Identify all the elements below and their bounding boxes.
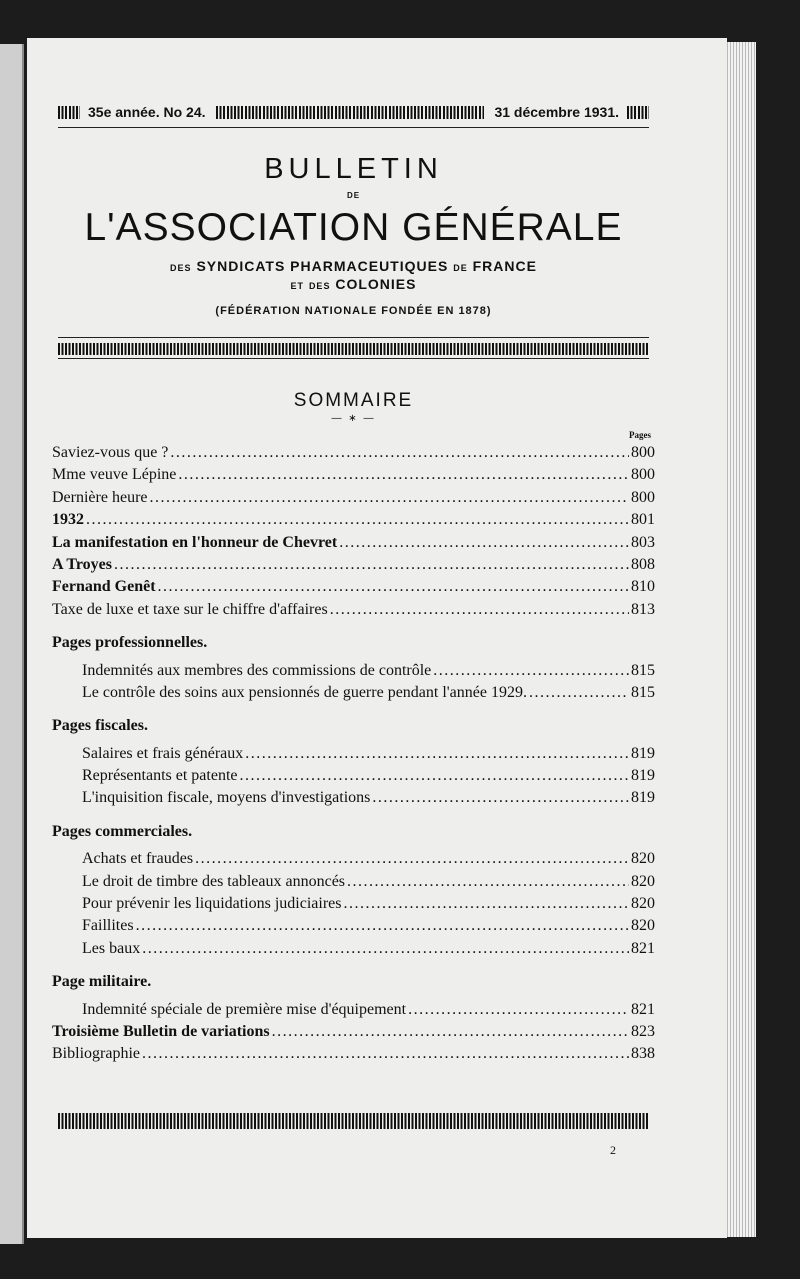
section-heading: Pages professionnelles. [52,634,208,652]
section-heading: Page militaire. [52,973,152,991]
toc-entry: La manifestation en l'honneur de Chevret ..... 803 [52,532,655,554]
toc-entry: L'inquisition fiscale, moyens d'investigations ..... 819 [52,787,655,809]
document-page [27,38,727,1238]
pages-label: Pages [629,430,651,440]
toc-entry: Représentants et patente ..... 819 [52,765,655,787]
toc-entry: Dernière heure ..... 800 [52,487,655,509]
toc-entry: Le contrôle des soins aux pensionnés de guerre pendant l'année 1929. ..... 815 [52,682,655,704]
toc-entry: Saviez-vous que ? ..... 800 [52,442,655,464]
toc-entry: Faillites ..... 820 [52,915,655,937]
masthead-de: DE [346,191,361,200]
masthead-syndicats: DES SYNDICATS PHARMACEUTIQUES DE FRANCE [170,258,537,274]
sommaire-ornament: — ∗ — [331,413,376,424]
facing-page-edge [0,44,24,1244]
toc-entry: Taxe de luxe et taxe sur le chiffre d'affaires ..... 813 [52,599,655,621]
toc-entry: Indemnité spéciale de première mise d'équipement ..... 821 [52,999,655,1021]
ornament-bars [58,106,80,119]
issue-date: 31 décembre 1931. [494,104,619,120]
toc-entry: 1932 ..... 801 [52,509,655,531]
sommaire-title: SOMMAIRE [293,390,414,411]
page-stack-edge [722,42,756,1237]
toc-entry: Indemnités aux membres des commissions de contrôle ..... 815 [52,660,655,682]
issue-number: 35e année. No 24. [88,104,206,120]
masthead-rule [58,358,649,359]
masthead-colonies: ET DES COLONIES [290,276,417,292]
masthead-association: L'ASSOCIATION GÉNÉRALE [84,206,623,249]
toc-entry: Pour prévenir les liquidations judiciaires ..... 820 [52,893,655,915]
ornament-bars [58,343,649,355]
header-rule [58,127,649,128]
section-heading: Pages commerciales. [52,822,193,840]
toc-entry: Salaires et frais généraux ..... 819 [52,743,655,765]
toc-entry: Bibliographie ..... 838 [52,1043,655,1065]
table-of-contents [52,442,655,1066]
toc-entry: Fernand Genêt ..... 810 [52,576,655,598]
issue-header [58,102,649,122]
toc-entry: Troisième Bulletin de variations ..... 823 [52,1021,655,1043]
masthead-rule [58,337,649,338]
ornament-bars [58,1113,649,1129]
toc-entry: Les baux ..... 821 [52,938,655,960]
ornament-bars [627,106,649,119]
toc-entry: Le droit de timbre des tableaux annoncés ..... 820 [52,871,655,893]
page-number: 2 [610,1143,616,1157]
toc-entry: A Troyes ..... 808 [52,554,655,576]
masthead-bulletin: BULLETIN [264,153,443,185]
section-heading: Pages fiscales. [52,717,148,735]
ornament-bars [216,106,485,119]
page-content [52,38,655,1238]
toc-entry: Achats et fraudes ..... 820 [52,848,655,870]
masthead-federation: (FÉDÉRATION NATIONALE FONDÉE EN 1878) [215,305,492,317]
toc-entry: Mme veuve Lépine ..... 800 [52,464,655,486]
